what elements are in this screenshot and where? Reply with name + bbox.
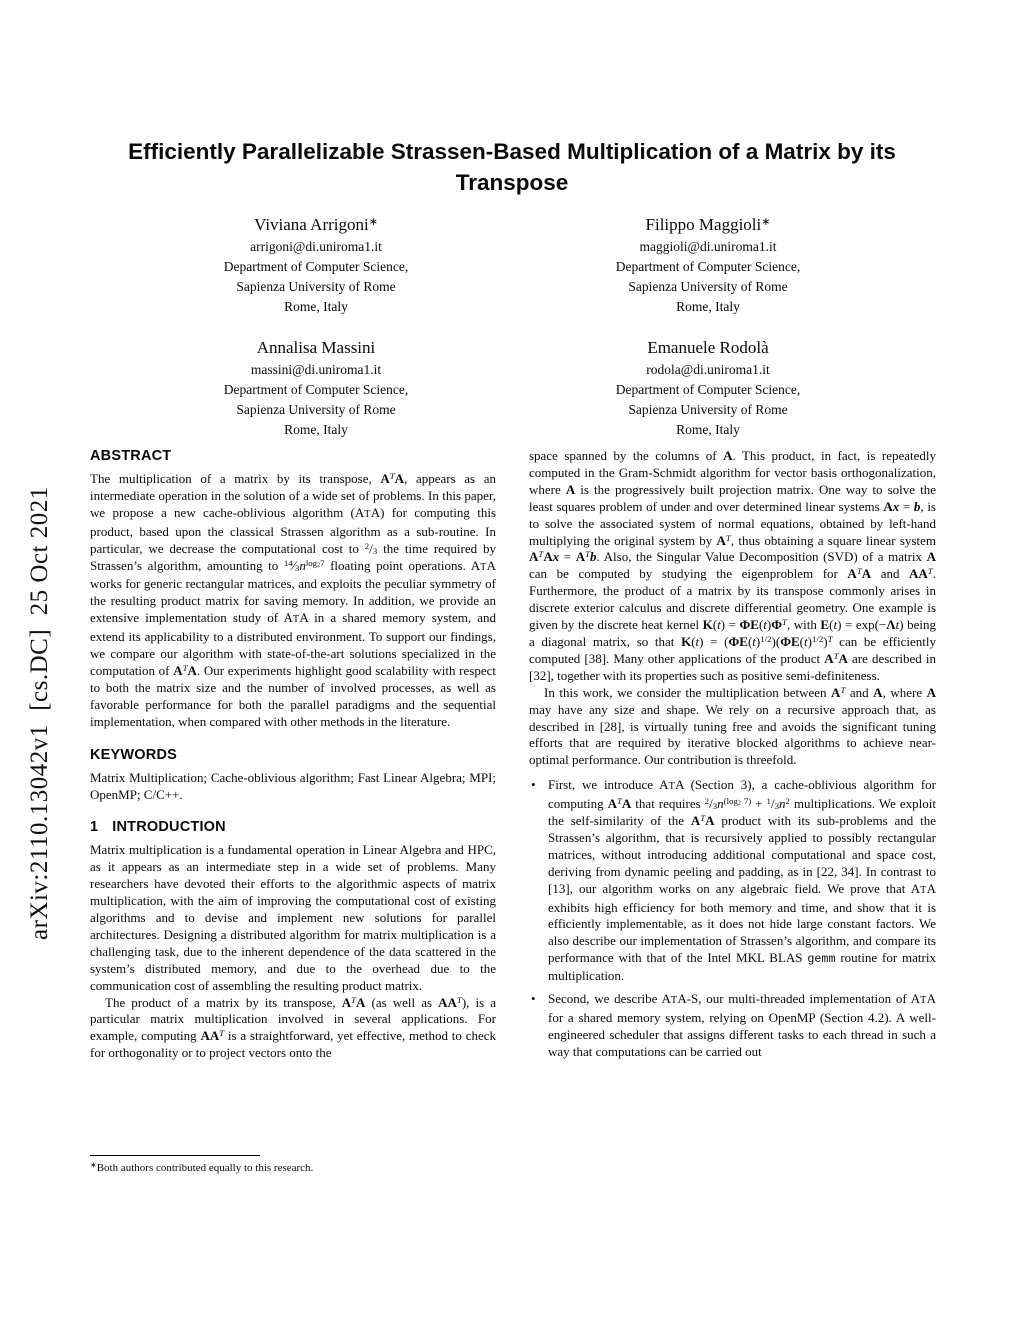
- author-email: maggioli@di.uniroma1.it: [639, 239, 777, 254]
- author-block-arrigoni: [120, 213, 512, 317]
- author-name-text: Viviana Arrigoni: [254, 215, 369, 234]
- contribution-list: [529, 777, 936, 1061]
- author-city: Rome, Italy: [676, 299, 740, 314]
- author-university: Sapienza University of Rome: [236, 279, 396, 294]
- author-university: Sapienza University of Rome: [628, 402, 788, 417]
- author-contribution-footnote: [90, 1155, 496, 1175]
- author-university: Sapienza University of Rome: [236, 402, 396, 417]
- author-email: rodola@di.uniroma1.it: [646, 362, 770, 377]
- author-city: Rome, Italy: [676, 422, 740, 437]
- author-footnote-mark: ∗: [761, 216, 771, 229]
- introduction-paragraph-2: The product of a matrix by its transpose, $A^TA$ (as well as $AA^T$), is a particular matrix multiplication involved in several applications. For example, computing $AA^T$ is a straightforward, yet effective, method to check for orthogonality or to project vectors onto the: [90, 994, 496, 1061]
- author-name: [120, 213, 512, 237]
- abstract-heading: ABSTRACT: [90, 448, 172, 464]
- bullet-text-first: First, we introduce ATA (Section 3), a cache-oblivious algorithm for computing $A^TA$ that requires $^2/_3n^{(log_2 7)} + ^1/_3n^2$ multiplications. We exploit the self-similarity of the $A^TA$ product with its sub-problems and the Strassen’s algorithm, that is recursively applied to possibly rectangular matrices, without introducing additional computational and space cost, deriving from dynamic peeling and padding, as in [22, 34]. In contrast to [13], our algorithm works on any algebraic field. We prove that ATA exhibits high efficiency for both memory and time, and show that it is efficiently implementable, as it does not hide large constant factors. We also describe our implementation of Strassen’s algorithm, and compare its performance with that of the Intel MKL BLAS gemm routine for matrix multiplication.: [548, 777, 937, 984]
- bullet-icon: •: [531, 777, 536, 793]
- author-footnote-mark: ∗: [368, 216, 378, 229]
- section-number: 1: [90, 819, 99, 836]
- author-name-text: Emanuele Rodolà: [647, 338, 769, 357]
- keywords-heading: KEYWORDS: [90, 746, 177, 763]
- author-name: [512, 336, 904, 360]
- section-title: INTRODUCTION: [112, 819, 226, 836]
- footnote-rule: [90, 1155, 260, 1156]
- abstract-text: The multiplication of a matrix by its transpose, $A^TA$, appears as an intermediate operation in the solution of a wide set of problems. In this paper, we propose a new cache-oblivious algorithm (ATA) for computing this product, based upon the classical Strassen algorithm as a sub-routine. In particular, we decrease the computational cost to $^2/_3$ the time required by Strassen’s algorithm, amounting to $^{14}⁄_3n^{log_27}$ floating point operations. ATA works for generic rectangular matrices, and exploits the peculiar symmetry of the resulting product matrix for saving memory. In addition, we provide an extensive implementation study of ATA in a shared memory system, and extend its applicability to a distributed environment. To support our findings, we compare our algorithm with state-of-the-art solutions specialized in the computation of $A^TA$. Our experiments highlight good scalability with respect to both the matrix size and the number of involved processes, as well as favorable performance for both the parallel paradigms and the sequential implementation, when compared with other methods in the literature.: [90, 471, 497, 729]
- author-block-massini: [120, 336, 512, 440]
- paper-title: Efficiently Parallelizable Strassen-Based Multiplication of a Matrix by its Transpose: [128, 139, 896, 195]
- arxiv-watermark: arXiv:2110.13042v1 [cs.DC] 25 Oct 2021: [26, 486, 53, 940]
- author-city: Rome, Italy: [284, 299, 348, 314]
- author-name-text: Filippo Maggioli: [645, 215, 762, 234]
- author-university: Sapienza University of Rome: [628, 279, 788, 294]
- author-name: [120, 336, 512, 360]
- introduction-paragraph-1: Matrix multiplication is a fundamental operation in Linear Algebra and HPC, as it appears as an intermediate step in a wide set of problems. Many researchers have devoted their efforts to the algorithmic aspects of matrix multiplication, with the aim of improving the computational cost of existing algorithms and to devise and implement new solutions for parallel architectures. Designing a distributed algorithm for matrix multiplication is a challenging task, due to the inherent dependence of the data scattered in the system’s distributed memory, and due to the overhead due to the communication cost of assembling the resulting product matrix.: [90, 842, 496, 993]
- authors-grid: [120, 213, 904, 440]
- right-column: [529, 448, 936, 1061]
- author-block-rodola: [512, 336, 904, 440]
- list-item: [529, 777, 936, 985]
- footnote-text: ∗Both authors contributed equally to this research.: [90, 1160, 314, 1174]
- author-block-maggioli: [512, 213, 904, 317]
- author-name-text: Annalisa Massini: [256, 338, 376, 357]
- author-email: massini@di.uniroma1.it: [250, 362, 382, 377]
- bullet-icon: •: [531, 991, 536, 1007]
- left-column: [90, 448, 496, 1062]
- author-department: Department of Computer Science,: [223, 259, 409, 274]
- introduction-heading: [90, 819, 496, 835]
- author-email: arrigoni@di.uniroma1.it: [250, 239, 382, 254]
- author-city: Rome, Italy: [284, 422, 348, 437]
- keywords-text: Matrix Multiplication; Cache-oblivious algorithm; Fast Linear Algebra; MPI; OpenMP; C/C++.: [90, 769, 496, 802]
- author-department: Department of Computer Science,: [615, 259, 801, 274]
- author-department: Department of Computer Science,: [223, 382, 409, 397]
- list-item: [529, 991, 936, 1061]
- right-paragraph-1: space spanned by the columns of A. This product, in fact, is repeatedly computed in the Gram-Schmidt algorithm for vector basis orthogonalization, where A is the progressively built projection matrix. One way to solve the least squares problem of under and over determined linear systems Ax = b, is to solve the associated system of normal equations, obtained by left-hand multiplying the original system by $A^T$, thus obtaining a square linear system $A^TAx = A^Tb$. Also, the Singular Value Decomposition (SVD) of a matrix A can be computed by studying the eigenproblem for $A^TA$ and $AA^T$. Furthermore, the product of a matrix by its transpose commonly arises in discrete exterior calculus and discrete differential geometry. One example is given by the discrete heat kernel $K(t) = \Phi E(t)\Phi^T$, with E(t) = exp(−Λt) being a diagonal matrix, so that $K(t) = (\Phi E(t)^{1/2})(\Phi E(t)^{1/2})^T$ can be efficiently computed [38]. Many other applications of the product $A^TA$ are described in [32], together with its properties such as positive semi-definiteness.: [529, 448, 937, 683]
- right-paragraph-2: In this work, we consider the multiplication between $A^T$ and A, where A may have any size and shape. We rely on a recursive approach that, as described in [28], is virtually tuning free and avoids the significant tuning efforts that are required by iterative blocked algorithms to achieve near-optimal performance. Our contribution is threefold.: [529, 684, 936, 768]
- author-department: Department of Computer Science,: [615, 382, 801, 397]
- author-name: [512, 213, 904, 237]
- bullet-text-second: Second, we describe ATA-S, our multi-threaded implementation of ATA for a shared memory system, relying on OpenMP (Section 4.2). A well-engineered scheduler that assigns different tasks to each thread in such a way that computations can be carried out: [548, 991, 936, 1059]
